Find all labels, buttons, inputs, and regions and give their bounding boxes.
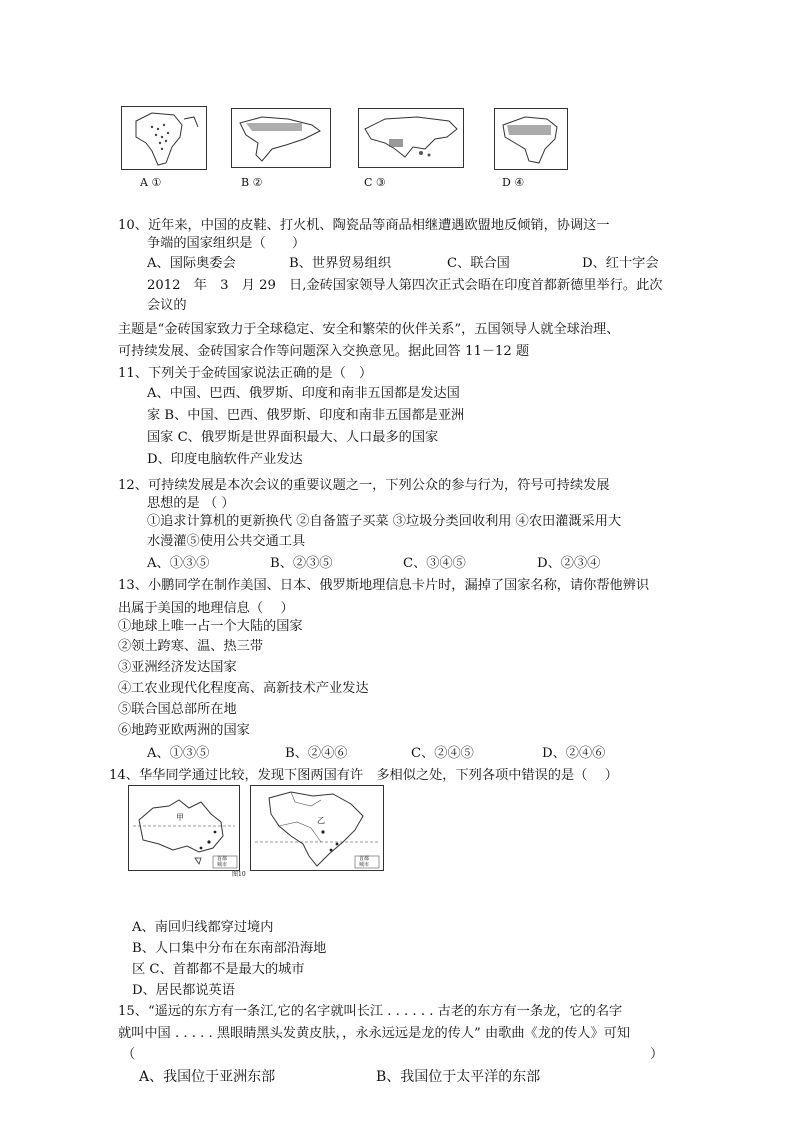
q12-option-c: C、③④⑤ bbox=[403, 556, 466, 571]
q14-stem: 14、华华同学通过比较，发现下图两国有许 多相似之处，下列各项中错误的是（ ） bbox=[109, 768, 618, 783]
map-label-d: D ④ bbox=[502, 176, 525, 189]
q15-option-b: B、我国位于太平洋的东部 bbox=[376, 1069, 541, 1085]
q14-option-c: 区 C、首都都不是最大的城市 bbox=[132, 962, 305, 977]
q12-line2: 思想的是 （ ） bbox=[147, 496, 235, 511]
q13-item-2: ②领土跨寒、温、热三带 bbox=[118, 639, 264, 654]
q11-line3: 国家 C、俄罗斯是世界面积最大、人口最多的国家 bbox=[147, 430, 439, 445]
q11-line1: A、中国、巴西、俄罗斯、印度和南非五国都是发达国 bbox=[147, 386, 460, 401]
q10-option-a: A、国际奥委会 bbox=[147, 256, 236, 271]
q14-option-d: D、居民都说英语 bbox=[132, 983, 235, 998]
passage-line4: 可持续发展、金砖国家合作等问题深入交换意见。据此回答 11－12 题 bbox=[118, 344, 530, 359]
q12-option-b: B、②③⑤ bbox=[270, 556, 333, 571]
q11-line2: 家 B、中国、巴西、俄罗斯、印度和南非五国都是亚洲 bbox=[147, 408, 465, 423]
q15-line1: 15、“遥远的东方有一条江,它的名字就叫长江 . . . . . . 古老的东方有一条龙，它的名字 bbox=[118, 1004, 623, 1019]
q15-line2: 就叫中国 . . . . . 黑眼睛黑头发黄皮肤，，永永远远是龙的传人” 由歌曲《龙的传人》可知 bbox=[118, 1026, 631, 1041]
q15-paren-close: ） bbox=[650, 1047, 664, 1062]
map-south-america-shape bbox=[232, 109, 330, 167]
q12-option-d: D、②③④ bbox=[537, 556, 601, 571]
q14-option-b: B、人口集中分布在东南部沿海地 bbox=[132, 941, 327, 956]
map-label-a: A ① bbox=[140, 176, 162, 189]
q13-item-3: ③亚洲经济发达国家 bbox=[118, 660, 237, 675]
q13-option-d: D、②④⑥ bbox=[542, 746, 606, 761]
q12-line1: 12、可持续发展是本次会议的重要议题之一，下列公众的参与行为，符号可持续发展 bbox=[118, 478, 610, 493]
q11-line4: D、印度电脑软件产业发达 bbox=[147, 452, 303, 467]
map-label-c: C ③ bbox=[364, 176, 386, 189]
passage-line3: 主题是“金砖国家致力于全球稳定、安全和繁荣的伙伴关系”，五国领导人就全球治理、 bbox=[118, 322, 620, 337]
q12-option-a: A、①③⑤ bbox=[147, 556, 210, 571]
q13-line2: 出属于美国的地理信息（ ） bbox=[118, 601, 294, 616]
q13-item-4: ④工农业现代化程度高、高新技术产业发达 bbox=[118, 681, 369, 696]
figure-label: 图10 bbox=[232, 871, 246, 878]
passage-line2: 会议的 bbox=[147, 298, 187, 313]
q13-item-1: ①地球上唯一占一个大陆的国家 bbox=[118, 619, 303, 634]
q15-option-a: A、我国位于亚洲东部 bbox=[139, 1069, 276, 1085]
map-north-africa bbox=[494, 108, 568, 170]
q15-paren-open: （ bbox=[122, 1047, 136, 1062]
q10-stem-line1: 10、近年来，中国的皮鞋、打火机、陶瓷品等商品相继遭遇欧盟地反倾销，协调这一 bbox=[118, 218, 610, 233]
q13-line1: 13、小鹏同学在制作美国、日本、俄罗斯地理信息卡片时，漏掉了国家名称，请你帮他辨识 bbox=[118, 578, 650, 593]
map-africa bbox=[121, 106, 207, 170]
q11-stem: 11、下列关于金砖国家说法正确的是（ ） bbox=[118, 366, 373, 381]
map1-label: 甲 bbox=[176, 813, 184, 822]
map2-legend-capital: 首都 bbox=[359, 856, 370, 862]
q10-stem-line2: 争端的国家组织是（ ） bbox=[147, 236, 306, 251]
map-north-africa-shape bbox=[495, 109, 567, 169]
map-south-america bbox=[231, 108, 331, 168]
q14-option-a: A、南回归线都穿过境内 bbox=[132, 920, 274, 935]
q13-option-a: A、①③⑤ bbox=[147, 746, 210, 761]
map1-legend-city: 城市 bbox=[217, 862, 228, 868]
q12-line4: 水漫灌⑤使用公共交通工具 bbox=[147, 534, 306, 549]
q13-option-c: C、②④⑤ bbox=[411, 746, 474, 761]
map1-legend-capital: 首都 bbox=[217, 856, 228, 862]
q13-item-6: ⑥地跨亚欧两洲的国家 bbox=[118, 723, 250, 738]
q10-option-c: C、联合国 bbox=[447, 256, 510, 271]
map-asia-shape bbox=[359, 109, 463, 167]
q13-item-5: ⑤联合国总部所在地 bbox=[118, 702, 237, 717]
passage-line1: 2012 年 3 月 29 日,金砖国家领导人第四次正式会晤在印度首都新德里举行。此次 bbox=[147, 278, 663, 293]
map-africa-shape bbox=[122, 107, 206, 169]
q12-line3: ①追求计算机的更新换代 ②自备篮子买菜 ③垃圾分类回收利用 ④农田灌溉采用大 bbox=[147, 514, 622, 529]
q13-option-b: B、②④⑥ bbox=[285, 746, 348, 761]
map-label-b: B ② bbox=[241, 176, 263, 189]
map2-legend-city: 城市 bbox=[359, 862, 370, 868]
q10-option-b: B、世界贸易组织 bbox=[289, 256, 392, 271]
map-asia bbox=[358, 108, 464, 168]
map2-label: 乙 bbox=[317, 816, 325, 825]
q10-option-d: D、红十字会 bbox=[582, 256, 659, 271]
